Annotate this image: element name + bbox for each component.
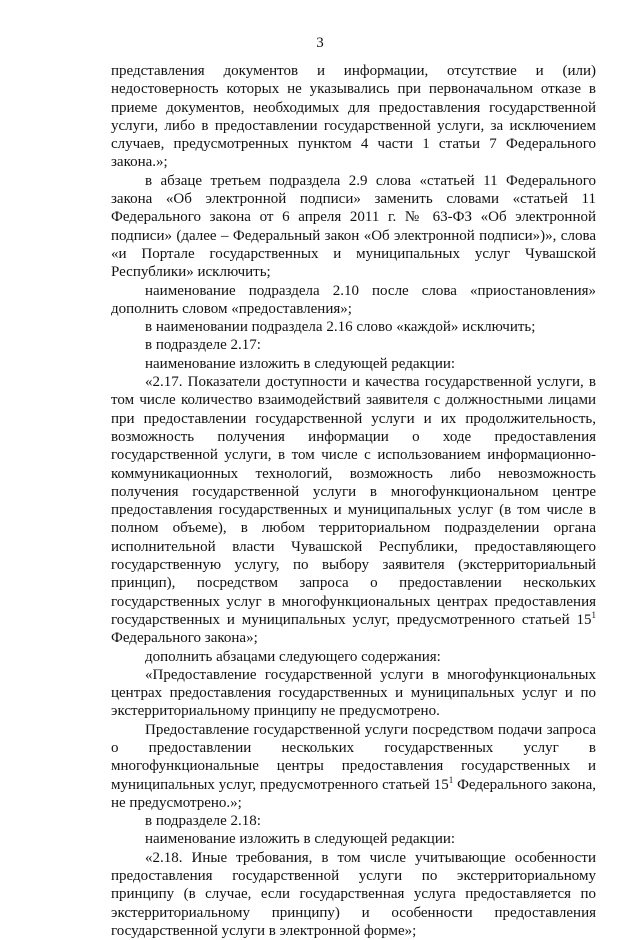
paragraph-text: Предоставление государственной услуги посредством подачи запроса о предоставлении нескольких государственных услуг в многофункциональные центры предоставления государственных и муниципальных услуг, предусмотренного статьей 15 — [111, 721, 596, 793]
paragraph-subsection-2-16: в наименовании подраздела 2.16 слово «каждой» исключить; — [145, 319, 536, 336]
paragraph-text: Федерального закона, не предусмотрено.»; — [111, 776, 596, 811]
paragraph-continuation: представления документов и информации, отсутствие и (или) недостоверность которых не указывались при первоначальном отказе в приеме документов, необходимых для предоставления государственной услуги, либо в предоставлении государственной услуги, за исключением случаев, предусмотренных пунктом 4 части 1 статьи 7 Федерального закона.»; — [111, 63, 596, 171]
paragraph-add-clauses: дополнить абзацами следующего содержания: — [145, 648, 441, 665]
paragraph-subsection-2-17-intro: в подразделе 2.17: — [145, 337, 261, 354]
document-body — [111, 62, 596, 940]
superscript: 1 — [448, 774, 454, 785]
paragraph-mfc-not-provided: «Предоставление государственной услуги в многофункциональных центрах предоставления государственных и муниципальных услуг и по экстерриториальному принципу не предусмотрено. — [111, 666, 596, 720]
paragraph-text: «2.17. Показатели доступности и качества государственной услуги, в том числе количество взаимодействий заявителя с должностными лицами при предоставлении государственной услуги и их продолжительность, возможность получения информации о ходе предоставления государственной услуги, в том числе с использованием информационно-коммуникационных технологий, возможность либо невозможность получения государственной услуги в многофункциональном центре предоставления государственных и муниципальных услуг (в том числе в полном объеме), в любом территориальном подразделении органа исполнительной власти Чувашской Республики, предоставляющего государственную услугу, по выбору заявителя (экстерриториальный принцип), посредством запроса о предоставлении нескольких государственных услуг в многофункциональных центрах предоставления государственных и муниципальных услуг, предусмотренного статьей 15 — [111, 374, 596, 628]
paragraph-title-wording: наименование изложить в следующей редакции: — [145, 355, 456, 372]
paragraph-subsection-2-18: в подразделе 2.18: — [145, 813, 261, 830]
paragraph-2-17-new-text — [111, 373, 596, 647]
paragraph-subsection-2-9: в абзаце третьем подраздела 2.9 слова «статьей 11 Федерального закона «Об электронной подписи» заменить словами «статьей 11 Федерального закона от 6 апреля 2011 г. № 63-ФЗ «Об электронной подписи» (далее – Федеральный закон «Об электронной подписи»)», слова «и Портале государственных и муниципальных услуг Чувашской Республики» исключить; — [111, 172, 596, 281]
superscript: 1 — [591, 609, 596, 620]
paragraph-title-wording-2: наименование изложить в следующей редакции: — [145, 831, 456, 848]
paragraph-2-18-new-text: «2.18. Иные требования, в том числе учитывающие особенности предоставления государственной услуги по экстерриториальному принципу (в случае, если государственная услуга предоставляется по экстерриториальному принципу) и особенности предоставления государственной услуги в электронной форме»; — [111, 849, 596, 939]
paragraph-complex-request — [111, 721, 596, 812]
paragraph-subsection-2-10: наименование подраздела 2.10 после слова «приостановления» дополнить словом «предоставления»; — [111, 282, 596, 317]
page-number: 3 — [316, 35, 324, 51]
paragraph-text: Федерального закона»; — [111, 630, 258, 647]
